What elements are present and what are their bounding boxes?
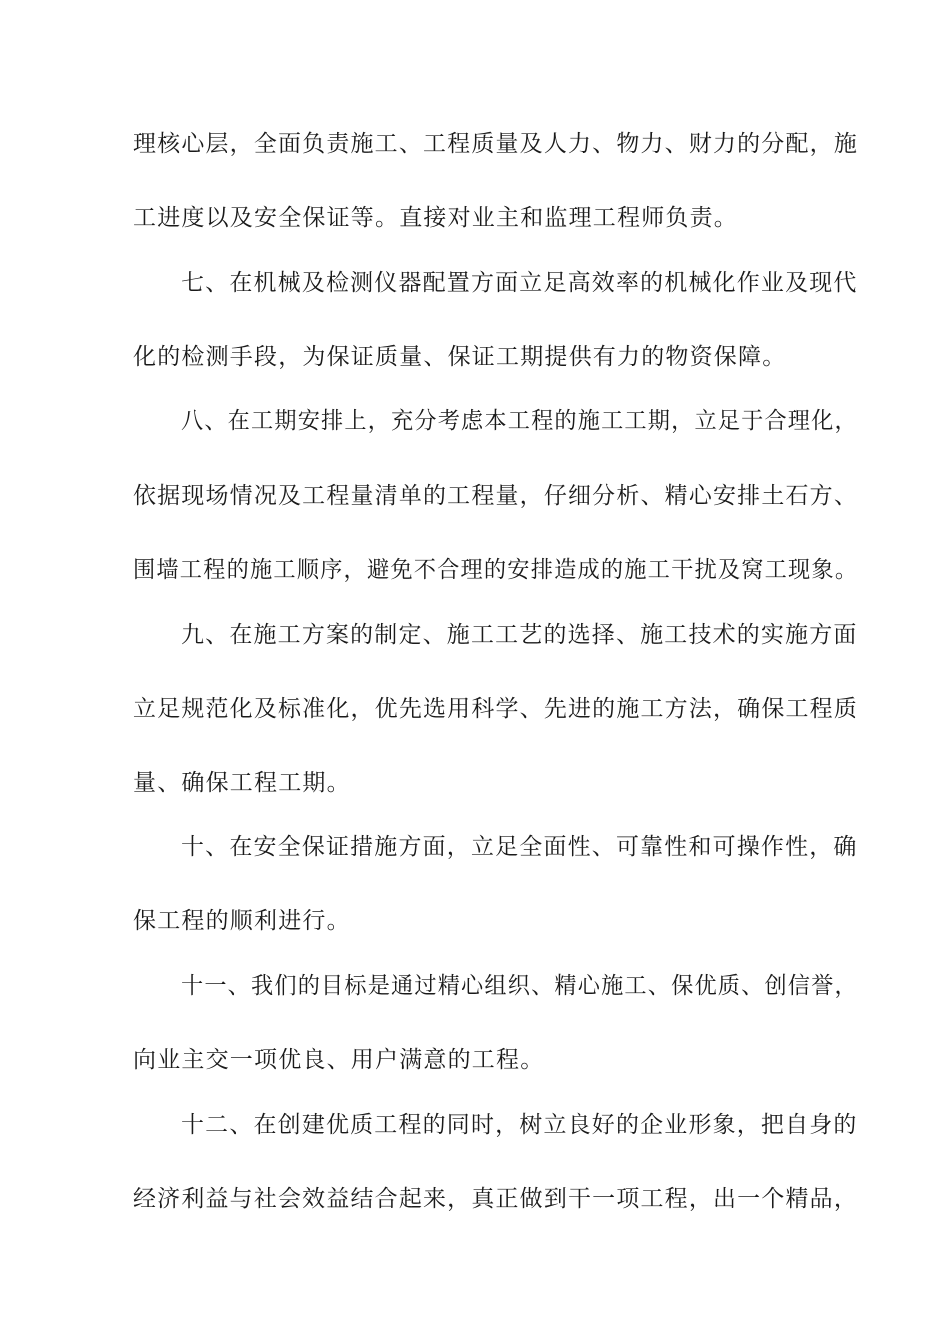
paragraph-8-start: 八、在工期安排上，充分考虑本工程的施工工期，立足于合理化， (181, 408, 858, 434)
text-line: 保工程的顺利进行。 (133, 908, 351, 934)
text-line: 理核心层，全面负责施工、工程质量及人力、物力、财力的分配，施 (133, 131, 858, 157)
text-line: 化的检测手段，为保证质量、保证工期提供有力的物资保障。 (133, 344, 787, 370)
text-line: 向业主交一项优良、用户满意的工程。 (133, 1047, 545, 1073)
text-line: 工进度以及安全保证等。直接对业主和监理工程师负责。 (133, 205, 738, 231)
text-line: 经济利益与社会效益结合起来，真正做到干一项工程，出一个精品， (133, 1186, 858, 1212)
paragraph-9-start: 九、在施工方案的制定、施工工艺的选择、施工技术的实施方面 (181, 622, 858, 648)
paragraph-10-start: 十、在安全保证措施方面，立足全面性、可靠性和可操作性，确 (181, 834, 858, 860)
text-line: 依据现场情况及工程量清单的工程量，仔细分析、精心安排土石方、 (133, 483, 858, 509)
paragraph-11-start: 十一、我们的目标是通过精心组织、精心施工、保优质、创信誉， (181, 973, 858, 999)
paragraph-7-start: 七、在机械及检测仪器配置方面立足高效率的机械化作业及现代 (181, 270, 858, 296)
text-line: 量、确保工程工期。 (133, 770, 351, 796)
text-line: 围墙工程的施工顺序，避免不合理的安排造成的施工干扰及窝工现象。 (133, 557, 859, 583)
paragraph-12-start: 十二、在创建优质工程的同时，树立良好的企业形象，把自身的 (181, 1112, 858, 1138)
text-line: 立足规范化及标准化，优先选用科学、先进的施工方法，确保工程质 (133, 696, 858, 722)
